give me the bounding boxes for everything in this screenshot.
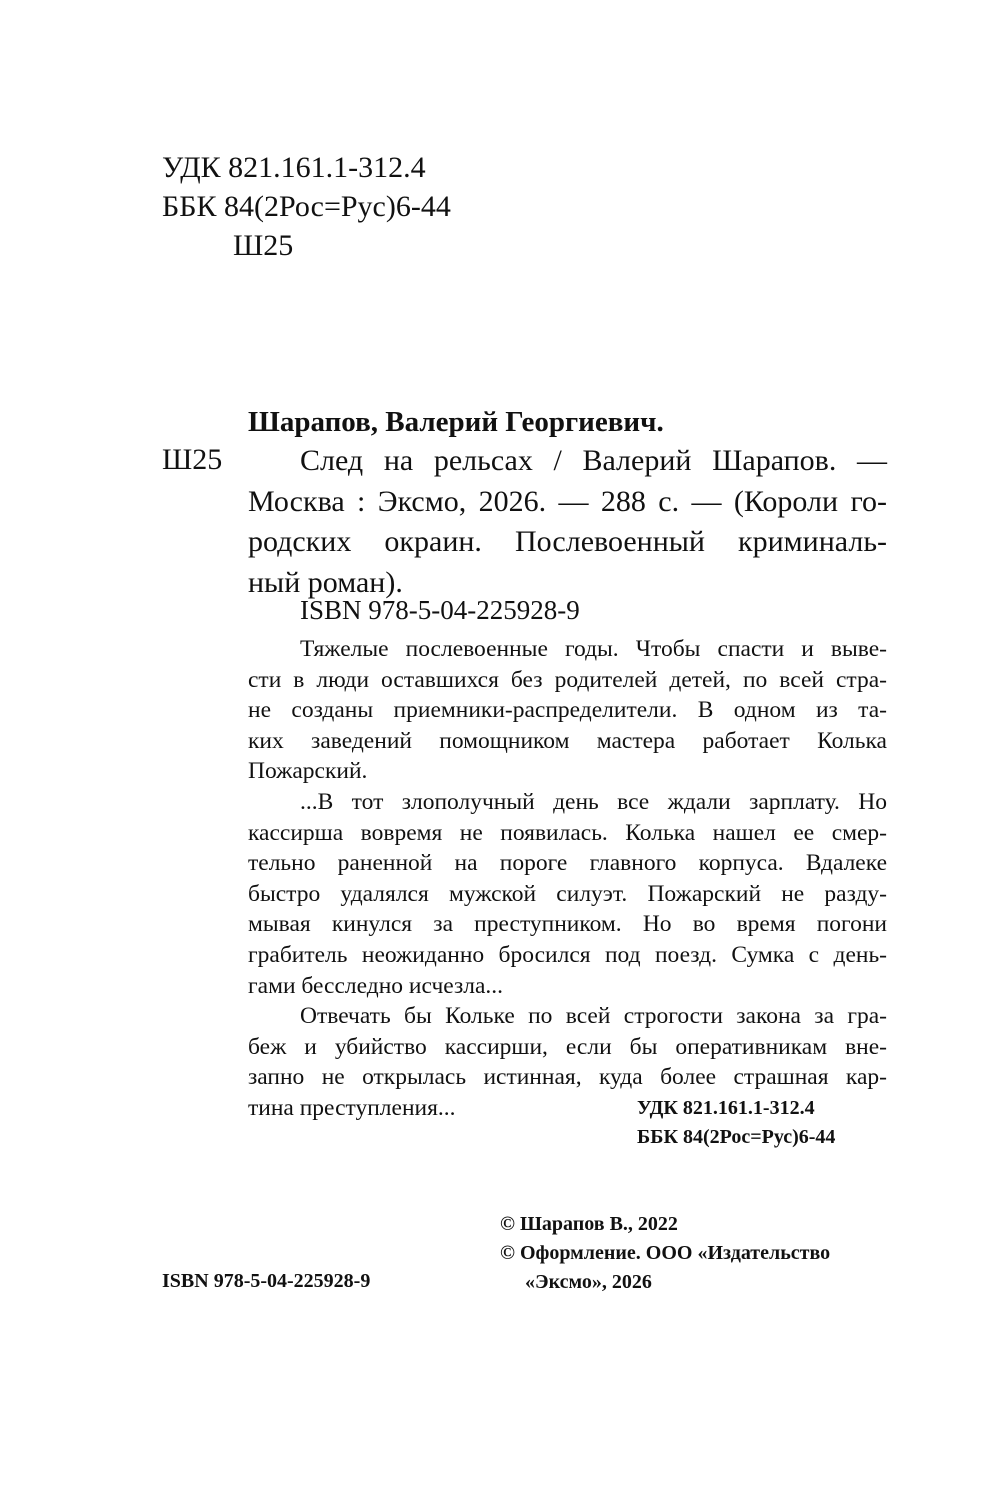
author-mark: Ш25 (233, 229, 294, 262)
annotation-line: гами бесследно исчезла... (248, 972, 504, 999)
title-line: ный роман). (248, 565, 403, 599)
copyright-design-continued: «Эксмо», 2026 (525, 1271, 652, 1293)
isbn-footer: ISBN 978-5-04-225928-9 (162, 1270, 371, 1292)
annotation-line: ких заведений помощником мастера работает Колька (248, 727, 887, 754)
annotation-line: сти в люди оставшихся без родителей детей, по всей стра- (248, 666, 887, 693)
annotation-line: ...В тот злополучный день все ждали зарплату. Но (300, 789, 887, 815)
annotation-line: Пожарский. (248, 758, 368, 785)
annotation-line: быстро удалялся мужской силуэт. Пожарский не разду- (248, 880, 887, 907)
copyright-author: © Шарапов В., 2022 (500, 1213, 678, 1235)
bibliographic-description (248, 441, 887, 603)
annotation-line: кассирша вовремя не появилась. Колька нашел ее смер- (248, 819, 887, 846)
bbk-code: ББК 84(2Рос=Рус)6-44 (162, 190, 451, 223)
annotation-line: мывая кинулся за преступником. Но во время погони (248, 911, 887, 938)
annotation-line: не созданы приемники-распределители. В одном из та- (248, 697, 887, 724)
annotation-line: грабитель неожиданно бросился под поезд. Сумка с день- (248, 941, 887, 968)
annotation-line: Тяжелые послевоенные годы. Чтобы спасти и выве- (300, 636, 887, 662)
title-line: родских окраин. Послевоенный криминаль- (248, 525, 887, 558)
annotation-line: тельно раненной на пороге главного корпуса. Вдалеке (248, 850, 887, 877)
annotation-line: тина преступления... (248, 1094, 456, 1121)
author-heading: Шарапов, Валерий Георгиевич. (248, 406, 664, 438)
annotation-line: беж и убийство кассирши, если бы оперативникам вне- (248, 1033, 887, 1060)
annotation-paragraph-1 (248, 634, 887, 787)
annotation-line: Отвечать бы Кольке по всей строгости закона за гра- (300, 1003, 887, 1029)
annotation-paragraph-2 (248, 787, 887, 1001)
annotation-line: запно не открылась истинная, куда более страшная кар- (248, 1064, 887, 1091)
bbk-code-footer: ББК 84(2Рос=Рус)6-44 (637, 1126, 836, 1148)
title-line: След на рельсах / Валерий Шарапов. — (300, 444, 887, 477)
title-line: Москва : Эксмо, 2026. — 288 с. — (Короли го- (248, 484, 887, 518)
copyright-design: © Оформление. ООО «Издательство (500, 1242, 831, 1264)
isbn-record: ISBN 978-5-04-225928-9 (300, 595, 580, 625)
udk-code: УДК 821.161.1-312.4 (162, 151, 426, 184)
author-mark-record: Ш25 (162, 443, 223, 476)
udk-code-footer: УДК 821.161.1-312.4 (637, 1097, 815, 1119)
